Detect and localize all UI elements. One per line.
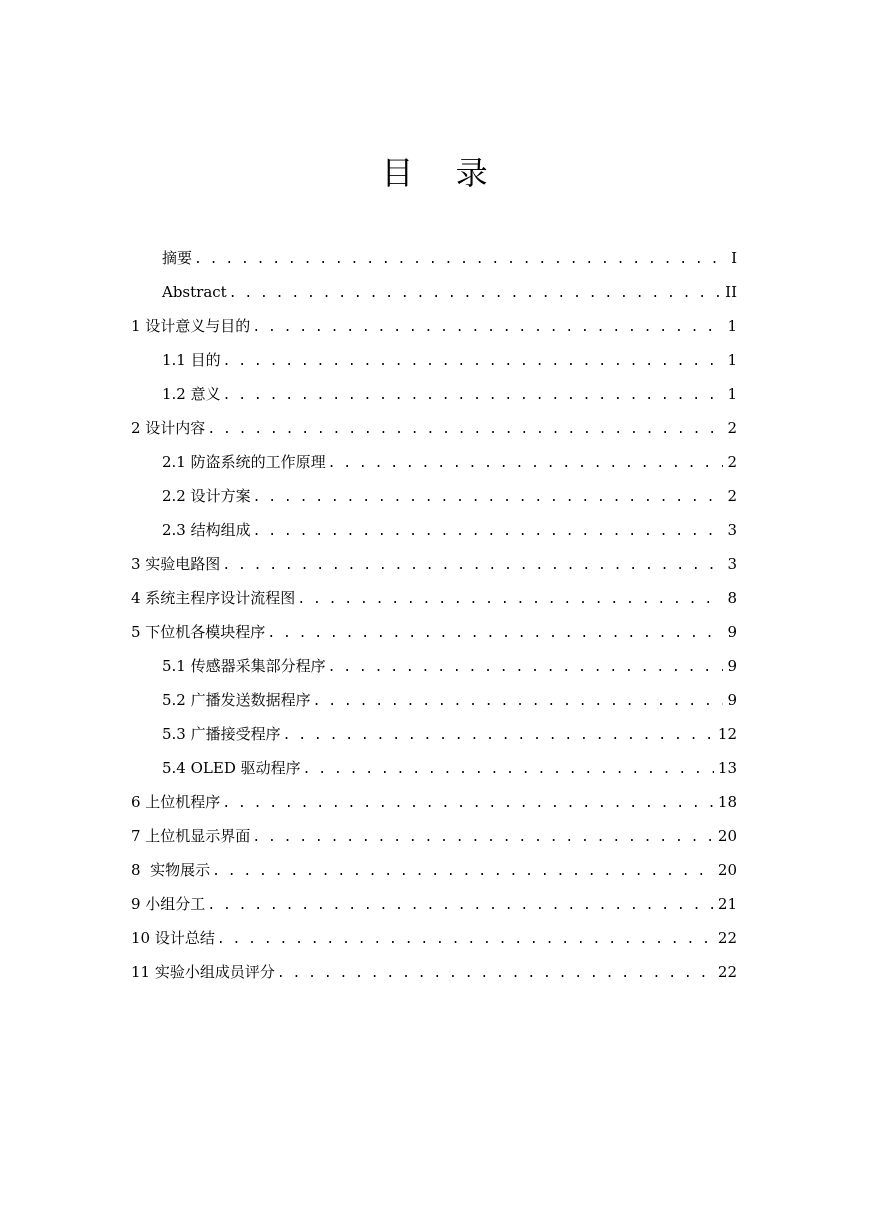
toc-entry-text: 5.1 传感器采集部分程序 bbox=[162, 657, 326, 675]
toc-page-number: 22 bbox=[717, 929, 737, 947]
toc-entry-section-7[interactable] bbox=[131, 819, 737, 853]
toc-entry-section-1-1[interactable] bbox=[131, 343, 737, 377]
toc-dot-leader bbox=[207, 413, 723, 447]
toc-entry-section-5-3[interactable] bbox=[131, 717, 737, 751]
toc-entry-text: Abstract bbox=[162, 283, 227, 301]
toc-entry-text: 7 上位机显示界面 bbox=[131, 827, 251, 845]
toc-page-number: 18 bbox=[717, 793, 737, 811]
toc-entry-text: 10 设计总结 bbox=[131, 929, 215, 947]
toc-page-number: 9 bbox=[727, 657, 737, 675]
toc-entry-section-1-2[interactable] bbox=[131, 377, 737, 411]
toc-dot-leader bbox=[267, 617, 723, 651]
toc-entry-section-10[interactable] bbox=[131, 921, 737, 955]
toc-page-number: 2 bbox=[727, 419, 737, 437]
toc-entry-text: 5 下位机各模块程序 bbox=[131, 623, 266, 641]
toc-entry-text: 11 实验小组成员评分 bbox=[131, 963, 275, 981]
toc-dot-leader bbox=[207, 889, 714, 923]
toc-dot-leader bbox=[223, 379, 723, 413]
toc-entry-text: 4 系统主程序设计流程图 bbox=[131, 589, 296, 607]
toc-page-number: 20 bbox=[717, 827, 737, 845]
toc-dot-leader bbox=[222, 549, 723, 583]
toc-entry-section-11[interactable] bbox=[131, 955, 737, 989]
toc-dot-leader bbox=[253, 481, 723, 515]
toc-dot-leader bbox=[283, 719, 714, 753]
toc-page-number: 2 bbox=[727, 453, 737, 471]
toc-dot-leader bbox=[223, 345, 723, 379]
toc-entry-section-2-1[interactable] bbox=[131, 445, 737, 479]
toc-dot-leader bbox=[253, 515, 723, 549]
toc-entry-section-9[interactable] bbox=[131, 887, 737, 921]
toc-page-number: 12 bbox=[717, 725, 737, 743]
toc-entry-section-1[interactable] bbox=[131, 309, 737, 343]
toc-entry-text: 摘要 bbox=[162, 249, 193, 267]
toc-page-number: 8 bbox=[727, 589, 737, 607]
toc-page-number: 13 bbox=[717, 759, 737, 777]
toc-entry-text: 2.1 防盗系统的工作原理 bbox=[162, 453, 326, 471]
toc-entry-section-3[interactable] bbox=[131, 547, 737, 581]
toc-dot-leader bbox=[217, 923, 714, 957]
toc-dot-leader bbox=[328, 651, 723, 685]
toc-entry-section-5[interactable] bbox=[131, 615, 737, 649]
toc-dot-leader bbox=[194, 243, 723, 277]
toc-page-number: 3 bbox=[727, 521, 737, 539]
toc-entry-text: 1 设计意义与目的 bbox=[131, 317, 251, 335]
toc-dot-leader bbox=[313, 685, 723, 719]
toc-entry-text: 2 设计内容 bbox=[131, 419, 206, 437]
toc-entry-text: 1.1 目的 bbox=[162, 351, 221, 369]
toc-entry-text: 8 实物展示 bbox=[131, 861, 211, 879]
toc-dot-leader bbox=[303, 753, 714, 787]
toc-entry-text: 3 实验电路图 bbox=[131, 555, 221, 573]
toc-entry-text: 2.2 设计方案 bbox=[162, 487, 251, 505]
toc-page-number: 1 bbox=[727, 317, 737, 335]
toc-dot-leader bbox=[252, 821, 714, 855]
toc-entry-text: 9 小组分工 bbox=[131, 895, 206, 913]
toc-dot-leader bbox=[252, 311, 723, 345]
toc-page-number: II bbox=[725, 283, 737, 301]
toc-page-number: 9 bbox=[727, 623, 737, 641]
toc-entry-section-5-2[interactable] bbox=[131, 683, 737, 717]
toc-entry-section-6[interactable] bbox=[131, 785, 737, 819]
toc-dot-leader bbox=[212, 855, 714, 889]
table-of-contents bbox=[131, 241, 737, 989]
toc-title: 目 录 bbox=[381, 154, 504, 192]
toc-dot-leader bbox=[222, 787, 714, 821]
toc-dot-leader bbox=[277, 957, 714, 991]
toc-page-number: I bbox=[731, 249, 737, 267]
toc-entry-abstract-cn[interactable] bbox=[131, 241, 737, 275]
toc-entry-section-8[interactable] bbox=[131, 853, 737, 887]
toc-page-number: 1 bbox=[727, 351, 737, 369]
toc-page-number: 21 bbox=[717, 895, 737, 913]
toc-entry-text: 6 上位机程序 bbox=[131, 793, 221, 811]
toc-page-number: 3 bbox=[727, 555, 737, 573]
toc-entry-abstract-en[interactable] bbox=[131, 275, 737, 309]
toc-dot-leader bbox=[297, 583, 723, 617]
toc-entry-section-2-3[interactable] bbox=[131, 513, 737, 547]
toc-entry-text: 5.3 广播接受程序 bbox=[162, 725, 281, 743]
toc-entry-text: 1.2 意义 bbox=[162, 385, 221, 403]
toc-entry-text: 5.2 广播发送数据程序 bbox=[162, 691, 311, 709]
toc-page-number: 2 bbox=[727, 487, 737, 505]
toc-entry-text: 2.3 结构组成 bbox=[162, 521, 251, 539]
toc-entry-section-5-4[interactable] bbox=[131, 751, 737, 785]
toc-entry-section-2[interactable] bbox=[131, 411, 737, 445]
toc-page-number: 1 bbox=[727, 385, 737, 403]
toc-entry-section-2-2[interactable] bbox=[131, 479, 737, 513]
toc-page-number: 20 bbox=[717, 861, 737, 879]
toc-dot-leader bbox=[328, 447, 723, 481]
toc-entry-text: 5.4 OLED 驱动程序 bbox=[162, 759, 301, 777]
toc-page-number: 22 bbox=[717, 963, 737, 981]
toc-page-number: 9 bbox=[727, 691, 737, 709]
toc-entry-section-5-1[interactable] bbox=[131, 649, 737, 683]
toc-dot-leader bbox=[229, 277, 721, 311]
toc-entry-section-4[interactable] bbox=[131, 581, 737, 615]
